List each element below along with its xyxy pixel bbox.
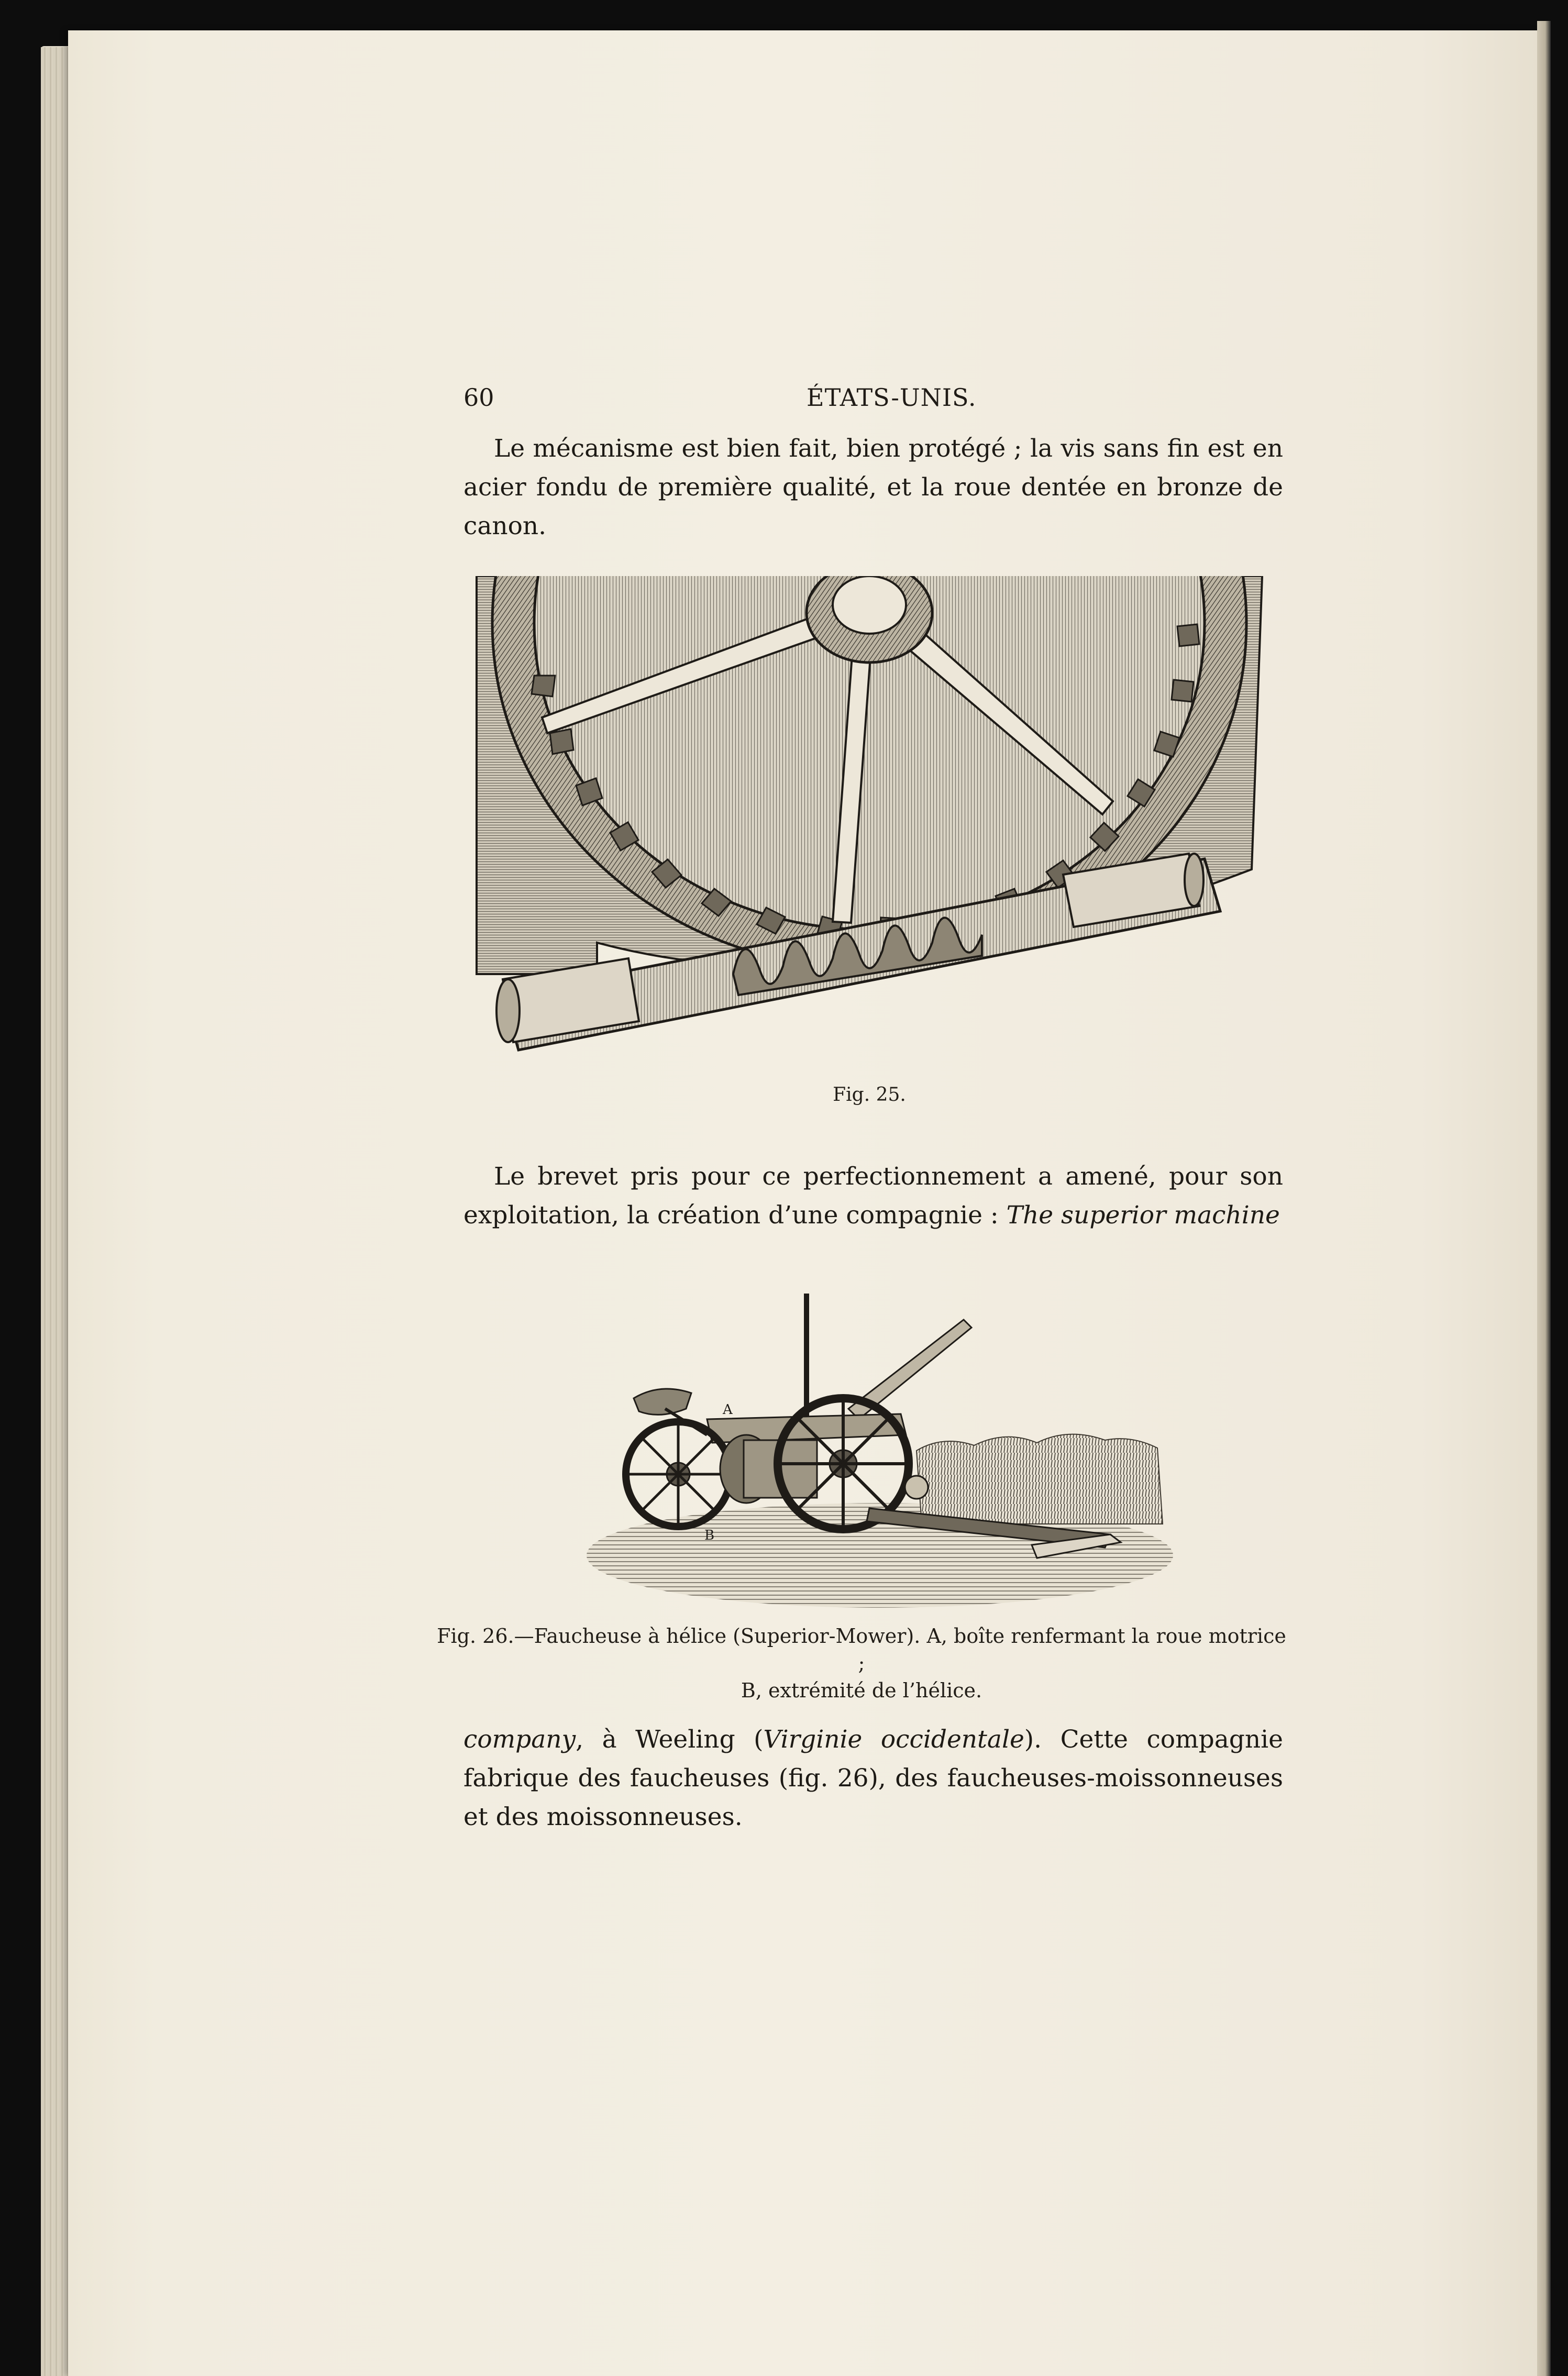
mower-engraving xyxy=(576,1262,1184,1618)
figure-26-mower xyxy=(576,1262,1184,1618)
figure-26-caption xyxy=(435,1622,1288,1704)
paragraph-1: Le mécanisme est bien fait, bien protégé ; la vis sans fin est en acier fondu de première qualité, et la roue dentée en bronze de canon. xyxy=(463,434,1283,540)
figure-26-label-b: B xyxy=(704,1528,715,1543)
paragraph-3-italic-state: Virginie occidentale xyxy=(763,1725,1024,1754)
figure-26-caption-line-2: B, extrémité de l’hélice. xyxy=(741,1679,982,1702)
paragraph-3-text-1: , à Weeling ( xyxy=(576,1725,764,1754)
figure-25-caption: Fig. 25. xyxy=(833,1084,906,1106)
running-head xyxy=(463,383,1301,415)
paragraph-3 xyxy=(463,1720,1283,1837)
paragraph-2 xyxy=(463,1157,1283,1235)
worm-gear-engraving xyxy=(471,576,1267,1079)
page-number: 60 xyxy=(463,383,494,412)
figure-26-caption-line-1: Fig. 26.—Faucheuse à hélice (Superior-Mower). A, boîte renfermant la roue motrice ; xyxy=(437,1624,1286,1675)
paragraph-3-italic-company: company xyxy=(463,1725,576,1754)
paragraph-2-italic: The superior machine xyxy=(1006,1201,1280,1230)
paragraph-2-text: Le brevet pris pour ce perfectionnement a amené, pour son exploitation, la création d’une compagnie : xyxy=(463,1162,1283,1230)
figure-25-worm-gear xyxy=(471,576,1267,1079)
paragraph-3-text-2: ). Cette compagnie fabrique des faucheuses (fig. 26), des faucheuses-moissonneuses et des moissonneuses. xyxy=(463,1725,1283,1831)
figure-26-label-a: A xyxy=(723,1402,733,1418)
page-edge-right xyxy=(1537,21,1551,2376)
running-title: ÉTATS-UNIS. xyxy=(807,383,977,412)
